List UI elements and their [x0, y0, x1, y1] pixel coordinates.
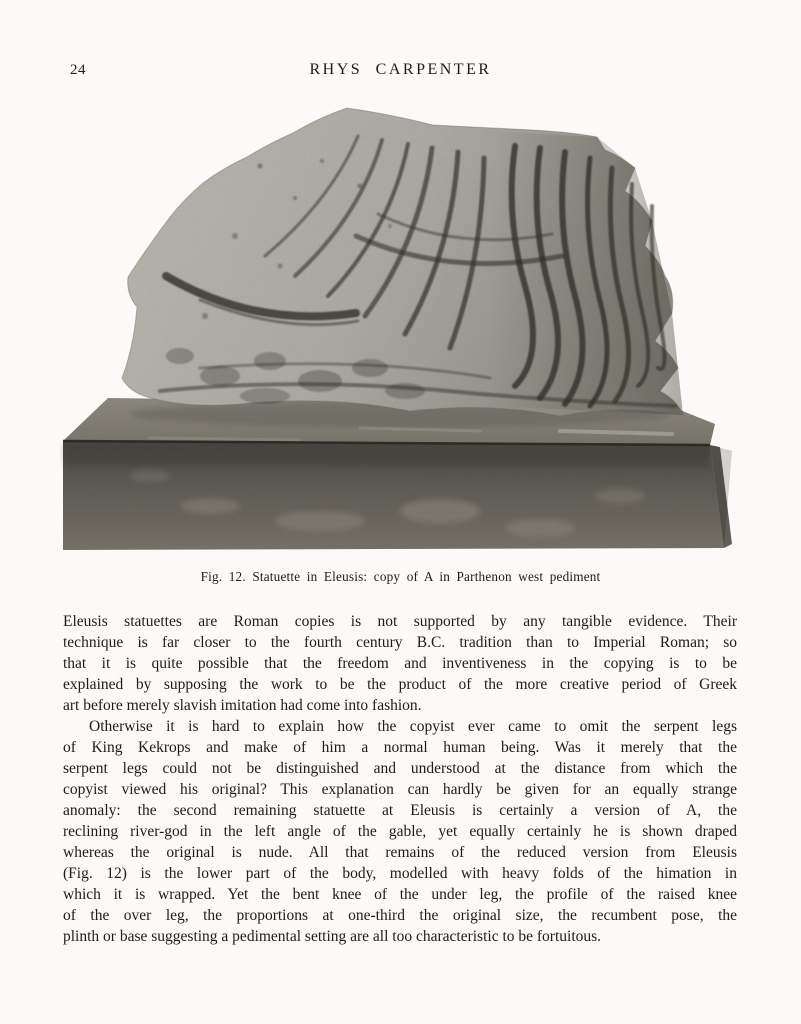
body-text [63, 611, 737, 947]
statuette-photograph [60, 106, 740, 554]
text-line: art before merely slavish imitation had come into fashion. [63, 697, 422, 714]
text-line: explained by supposing the work to be the product of the more creative period of Greek [63, 676, 737, 693]
figure-caption: Fig. 12. Statuette in Eleusis: copy of A in Parthenon west pediment [200, 569, 601, 584]
text-line: Eleusis statuettes are Roman copies is not supported by any tangible evidence. Their [63, 613, 737, 630]
text-line: which it is wrapped. Yet the bent knee of the under leg, the profile of the raised knee [63, 886, 737, 903]
text-line: Otherwise it is hard to explain how the copyist ever came to omit the serpent legs [89, 718, 737, 735]
text-line: that it is quite possible that the freedom and inventiveness in the copying is to be [63, 655, 737, 672]
page-number: 24 [70, 62, 86, 78]
photo-grain-overlay [60, 106, 740, 554]
text-line: anomaly: the second remaining statuette at Eleusis is certainly a version of A, the [63, 802, 737, 819]
text-line: (Fig. 12) is the lower part of the body, modelled with heavy folds of the himation in [63, 865, 737, 882]
text-line: of the over leg, the proportions at one-third the original size, the recumbent pose, the [63, 907, 737, 924]
text-line: whereas the original is nude. All that remains of the reduced version from Eleusis [63, 844, 737, 861]
text-line: copyist viewed his original? This explanation can hardly be given for an equally strange [63, 781, 737, 798]
text-line: plinth or base suggesting a pedimental setting are all too characteristic to be fortuitous. [63, 928, 602, 945]
text-line: technique is far closer to the fourth century B.C. tradition than to Imperial Roman; so [63, 634, 737, 651]
figure-photo [60, 106, 740, 554]
paragraph [63, 611, 737, 716]
text-line: of King Kekrops and make of him a normal human being. Was it merely that the [63, 739, 737, 756]
paragraph [63, 716, 737, 947]
text-line: reclining river-god in the left angle of the gable, yet equally certainly he is shown draped [63, 823, 737, 840]
running-title: RHYS CARPENTER [309, 61, 492, 78]
text-line: serpent legs could not be distinguished and understood at the distance from which the [63, 760, 737, 777]
